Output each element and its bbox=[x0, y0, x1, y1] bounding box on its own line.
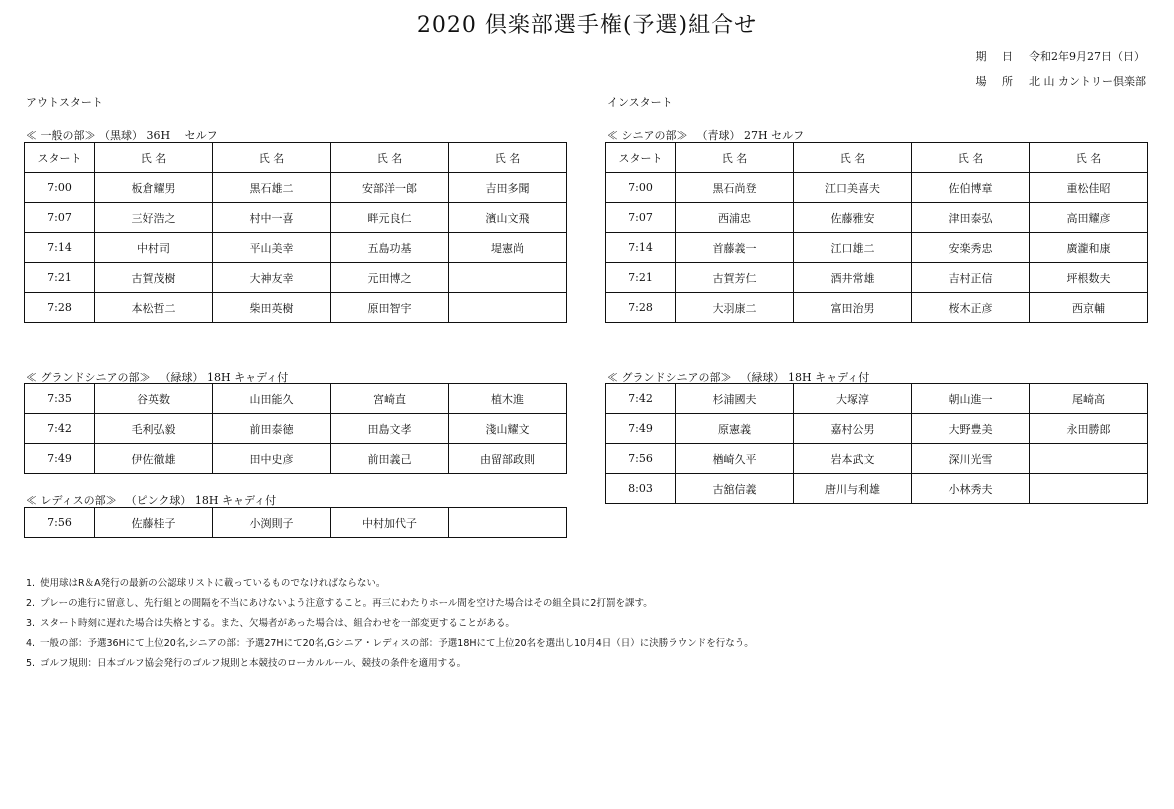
player-name: 江口美喜夫 bbox=[794, 173, 912, 203]
start-time: 7:49 bbox=[606, 414, 676, 444]
start-time: 7:35 bbox=[25, 384, 95, 414]
player-name: 酒井常雄 bbox=[794, 263, 912, 293]
header-row bbox=[25, 143, 567, 173]
player-name: 楢崎久平 bbox=[676, 444, 794, 474]
player-name: 永田勝郎 bbox=[1030, 414, 1148, 444]
table-row bbox=[606, 474, 1148, 504]
player-name: 平山美幸 bbox=[213, 233, 331, 263]
player-name: 谷英数 bbox=[95, 384, 213, 414]
player-name: 大神友幸 bbox=[213, 263, 331, 293]
player-name: 古賀茂樹 bbox=[95, 263, 213, 293]
player-name: 廣瀧和康 bbox=[1030, 233, 1148, 263]
start-time: 8:03 bbox=[606, 474, 676, 504]
out-grand-table bbox=[24, 383, 567, 474]
player-name: 由留部政則 bbox=[449, 444, 567, 474]
player-name: 村中一喜 bbox=[213, 203, 331, 233]
date-row bbox=[976, 44, 1147, 69]
date-label: 期 日 bbox=[975, 50, 1019, 63]
player-name bbox=[449, 508, 567, 538]
note-item bbox=[26, 594, 754, 614]
name-header: 氏 名 bbox=[331, 143, 449, 173]
player-name: 元田博之 bbox=[331, 263, 449, 293]
table-row bbox=[606, 233, 1148, 263]
start-time: 7:07 bbox=[606, 203, 676, 233]
in-senior-label: ≪ シニアの部≫ （青球） 27H セルフ bbox=[607, 129, 805, 142]
note-number: 1. bbox=[26, 578, 36, 589]
note-number: 3. bbox=[26, 618, 36, 629]
out-start-label: アウトスタート bbox=[26, 96, 103, 109]
start-time: 7:28 bbox=[25, 293, 95, 323]
table-row bbox=[25, 263, 567, 293]
start-time: 7:14 bbox=[606, 233, 676, 263]
name-header: 氏 名 bbox=[213, 143, 331, 173]
player-name: 吉田多聞 bbox=[449, 173, 567, 203]
player-name: 小林秀夫 bbox=[912, 474, 1030, 504]
player-name: 堤憲尚 bbox=[449, 233, 567, 263]
player-name: 坪根数夫 bbox=[1030, 263, 1148, 293]
note-item bbox=[26, 634, 754, 654]
place-label: 場 所 bbox=[975, 75, 1019, 88]
start-time: 7:21 bbox=[25, 263, 95, 293]
table-row bbox=[25, 293, 567, 323]
player-name bbox=[449, 293, 567, 323]
start-time: 7:56 bbox=[606, 444, 676, 474]
player-name bbox=[1030, 444, 1148, 474]
table-row bbox=[606, 203, 1148, 233]
page-title: 2020 倶楽部選手権(予選)組合せ bbox=[416, 13, 758, 38]
name-header: 氏 名 bbox=[912, 143, 1030, 173]
player-name: 古舘信義 bbox=[676, 474, 794, 504]
start-time: 7:07 bbox=[25, 203, 95, 233]
notes bbox=[26, 574, 754, 674]
player-name: 伊佐徹雄 bbox=[95, 444, 213, 474]
player-name: 深川光雪 bbox=[912, 444, 1030, 474]
start-time: 7:14 bbox=[25, 233, 95, 263]
start-time: 7:42 bbox=[606, 384, 676, 414]
player-name: 西京輔 bbox=[1030, 293, 1148, 323]
player-name: 原憲義 bbox=[676, 414, 794, 444]
note-item bbox=[26, 614, 754, 634]
player-name: 杉浦國夫 bbox=[676, 384, 794, 414]
note-text: 使用球はR＆A発行の最新の公認球リストに載っているものでなければならない。 bbox=[40, 578, 386, 589]
note-item bbox=[26, 574, 754, 594]
player-name: 三好浩之 bbox=[95, 203, 213, 233]
date-value: 令和2年9月27日（日） bbox=[1029, 50, 1145, 63]
player-name: 安楽秀忠 bbox=[912, 233, 1030, 263]
player-name: 五島功基 bbox=[331, 233, 449, 263]
player-name: 首藤義一 bbox=[676, 233, 794, 263]
note-text: プレーの進行に留意し、先行組との間隔を不当にあけないよう注意すること。再三にわたりホール間を空けた場合はその組全員に2打罰を課す。 bbox=[40, 598, 653, 609]
in-grand-label: ≪ グランドシニアの部≫ （緑球） 18H キャディ付 bbox=[607, 371, 870, 384]
player-name: 植木進 bbox=[449, 384, 567, 414]
player-name: 前田義己 bbox=[331, 444, 449, 474]
player-name: 前田泰徳 bbox=[213, 414, 331, 444]
player-name: 尾崎高 bbox=[1030, 384, 1148, 414]
header-row bbox=[606, 143, 1148, 173]
player-name: 毛利弘毅 bbox=[95, 414, 213, 444]
out-general-table bbox=[24, 142, 567, 323]
player-name: 本松哲二 bbox=[95, 293, 213, 323]
place-value: 北 山 カントリー倶楽部 bbox=[1029, 75, 1146, 88]
player-name: 安部洋一郎 bbox=[331, 173, 449, 203]
place-row bbox=[976, 69, 1147, 94]
table-row bbox=[606, 444, 1148, 474]
in-senior-table bbox=[605, 142, 1148, 323]
table-row bbox=[606, 414, 1148, 444]
out-ladies-table bbox=[24, 507, 567, 538]
player-name: 黒石雄二 bbox=[213, 173, 331, 203]
table-row bbox=[25, 508, 567, 538]
player-name: 宮崎直 bbox=[331, 384, 449, 414]
table-row bbox=[606, 293, 1148, 323]
table-row bbox=[25, 233, 567, 263]
player-name: 田島文孝 bbox=[331, 414, 449, 444]
player-name: 田中史彦 bbox=[213, 444, 331, 474]
table-row bbox=[606, 384, 1148, 414]
table-row bbox=[25, 384, 567, 414]
player-name: 黒石尚登 bbox=[676, 173, 794, 203]
event-meta bbox=[976, 44, 1147, 94]
player-name: 中村司 bbox=[95, 233, 213, 263]
player-name: 重松佳昭 bbox=[1030, 173, 1148, 203]
note-number: 5. bbox=[26, 658, 36, 669]
player-name: 佐藤雅安 bbox=[794, 203, 912, 233]
table-row bbox=[25, 203, 567, 233]
table-row bbox=[25, 444, 567, 474]
note-number: 4. bbox=[26, 638, 36, 649]
note-number: 2. bbox=[26, 598, 36, 609]
table-row bbox=[25, 173, 567, 203]
start-header: スタート bbox=[25, 143, 95, 173]
player-name: 唐川与利雄 bbox=[794, 474, 912, 504]
player-name: 大塚淳 bbox=[794, 384, 912, 414]
player-name: 板倉耀男 bbox=[95, 173, 213, 203]
player-name: 大野豊美 bbox=[912, 414, 1030, 444]
player-name: 嘉村公男 bbox=[794, 414, 912, 444]
player-name bbox=[449, 263, 567, 293]
player-name: 佐藤桂子 bbox=[95, 508, 213, 538]
out-ladies-label: ≪ レディスの部≫ （ピンク球） 18H キャディ付 bbox=[26, 494, 277, 507]
player-name: 吉村正信 bbox=[912, 263, 1030, 293]
player-name: 濱山文飛 bbox=[449, 203, 567, 233]
player-name: 原田智宇 bbox=[331, 293, 449, 323]
start-time: 7:42 bbox=[25, 414, 95, 444]
player-name: 岩本武文 bbox=[794, 444, 912, 474]
note-item bbox=[26, 654, 754, 674]
start-time: 7:00 bbox=[25, 173, 95, 203]
name-header: 氏 名 bbox=[676, 143, 794, 173]
player-name: 大羽康二 bbox=[676, 293, 794, 323]
player-name: 西浦忠 bbox=[676, 203, 794, 233]
note-text: ゴルフ規則：日本ゴルフ協会発行のゴルフ規則と本競技のローカルルール、競技の条件を適用する。 bbox=[40, 658, 467, 669]
table-row bbox=[25, 414, 567, 444]
name-header: 氏 名 bbox=[1030, 143, 1148, 173]
player-name: 山田能久 bbox=[213, 384, 331, 414]
in-grand-table bbox=[605, 383, 1148, 504]
name-header: 氏 名 bbox=[449, 143, 567, 173]
out-general-label: ≪ 一般の部≫ （黒球） 36H セルフ bbox=[26, 129, 218, 142]
player-name: 古賀芳仁 bbox=[676, 263, 794, 293]
in-start-label: インスタート bbox=[607, 96, 673, 109]
player-name: 佐伯博章 bbox=[912, 173, 1030, 203]
player-name: 中村加代子 bbox=[331, 508, 449, 538]
player-name bbox=[1030, 474, 1148, 504]
start-time: 7:49 bbox=[25, 444, 95, 474]
start-time: 7:21 bbox=[606, 263, 676, 293]
name-header: 氏 名 bbox=[794, 143, 912, 173]
table-row bbox=[606, 263, 1148, 293]
note-text: 一般の部：予選36Hにて上位20名,シニアの部：予選27Hにて20名,Gシニア・レディスの部：予選18Hにて上位20名を選出し10月4日（日）に決勝ラウンドを行なう。 bbox=[40, 638, 754, 649]
player-name: 畔元良仁 bbox=[331, 203, 449, 233]
player-name: 淺山耀文 bbox=[449, 414, 567, 444]
name-header: 氏 名 bbox=[95, 143, 213, 173]
start-time: 7:56 bbox=[25, 508, 95, 538]
table-row bbox=[606, 173, 1148, 203]
player-name: 富田治男 bbox=[794, 293, 912, 323]
start-time: 7:00 bbox=[606, 173, 676, 203]
player-name: 江口雄二 bbox=[794, 233, 912, 263]
player-name: 津田泰弘 bbox=[912, 203, 1030, 233]
start-header: スタート bbox=[606, 143, 676, 173]
player-name: 朝山進一 bbox=[912, 384, 1030, 414]
player-name: 高田耀彦 bbox=[1030, 203, 1148, 233]
player-name: 小渕則子 bbox=[213, 508, 331, 538]
start-time: 7:28 bbox=[606, 293, 676, 323]
out-grand-label: ≪ グランドシニアの部≫ （緑球） 18H キャディ付 bbox=[26, 371, 289, 384]
note-text: スタート時刻に遅れた場合は失格とする。また、欠場者があった場合は、組合わせを一部変更することがある。 bbox=[40, 618, 515, 629]
player-name: 桜木正彦 bbox=[912, 293, 1030, 323]
player-name: 柴田英樹 bbox=[213, 293, 331, 323]
